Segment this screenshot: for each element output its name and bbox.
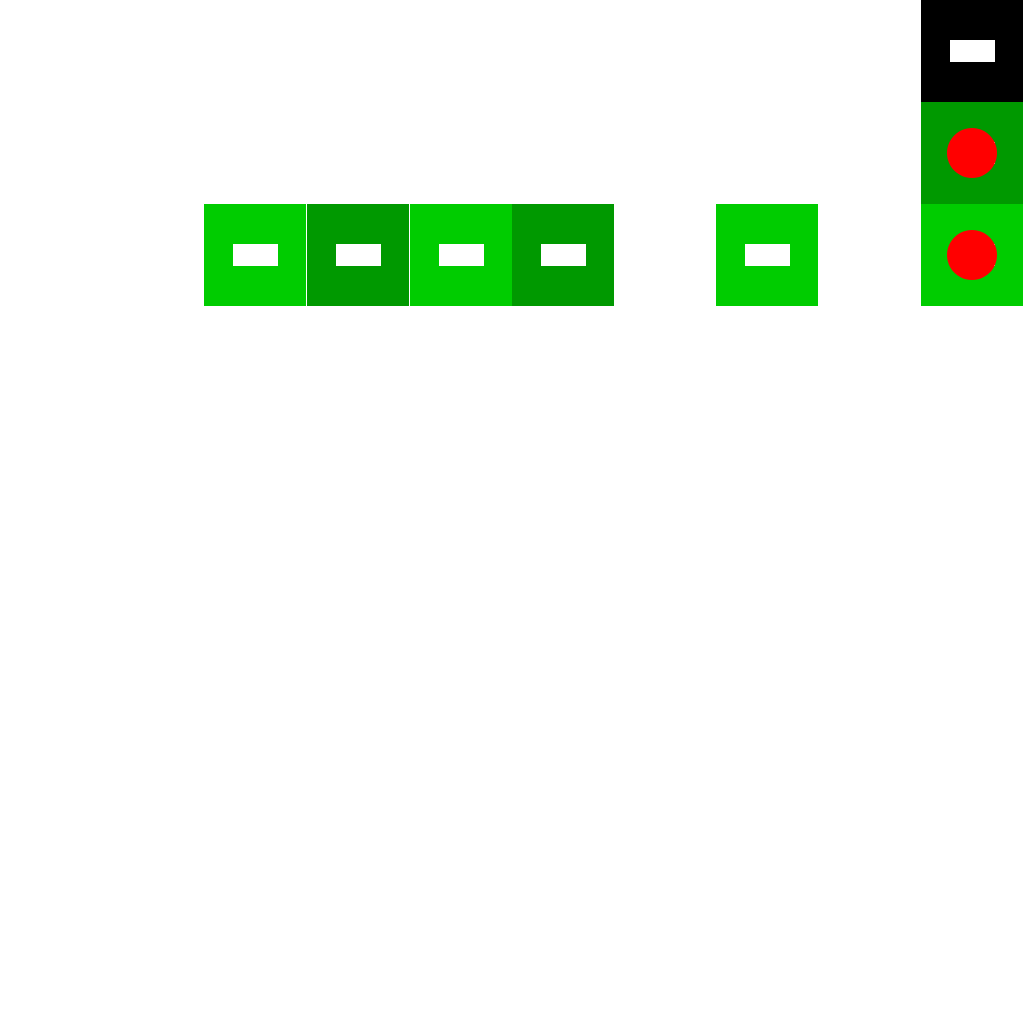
tile-dark-green[interactable] [512,204,614,306]
tile-light-green[interactable] [410,204,512,306]
slot-marker [745,244,790,266]
slot-marker [233,244,278,266]
slot-marker [336,244,381,266]
red-dot-piece[interactable] [947,128,997,178]
tile-dark-green[interactable] [921,102,1023,204]
tile-light-green[interactable] [204,204,306,306]
tile-light-green[interactable] [921,204,1023,306]
slot-marker [439,244,484,266]
tile-dark-green[interactable] [307,204,409,306]
red-dot-piece[interactable] [947,230,997,280]
tile-light-green[interactable] [716,204,818,306]
slot-marker [950,40,995,62]
slot-marker [541,244,586,266]
tile-black[interactable] [921,0,1023,102]
